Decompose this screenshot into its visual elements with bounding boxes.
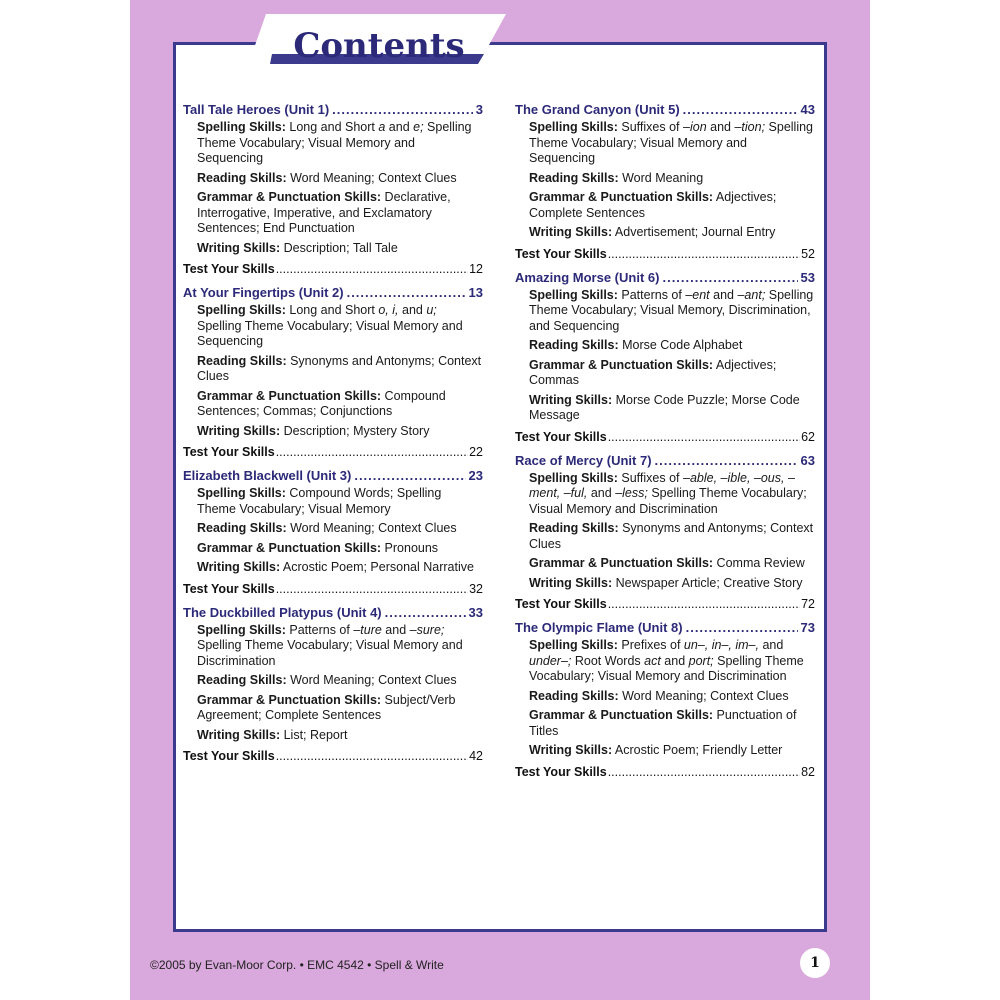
unit-page: 73 xyxy=(800,620,815,635)
contents-entry xyxy=(183,603,483,764)
contents-entry xyxy=(183,100,483,276)
contents-banner xyxy=(252,14,506,72)
copyright-footer: ©2005 by Evan-Moor Corp. • EMC 4542 • Spell & Write xyxy=(150,958,444,972)
unit-title[interactable] xyxy=(183,283,483,300)
skill-label: Writing Skills: xyxy=(529,575,613,590)
skill-text: Prefixes of un–, in–, im–, and under–; Root Words act and port; Spelling Theme Vocabulary; Visual Memory and Discrimination xyxy=(529,638,804,683)
unit-page: 13 xyxy=(468,285,483,300)
unit-name: The Duckbilled Platypus (Unit 4) xyxy=(183,604,382,620)
dot-leader xyxy=(347,285,466,300)
skill-label: Reading Skills: xyxy=(197,170,287,185)
test-label: Test Your Skills xyxy=(183,581,275,596)
skill-line xyxy=(197,424,483,440)
skill-label: Reading Skills: xyxy=(197,353,287,368)
unit-title[interactable] xyxy=(183,466,483,483)
contents-column-right xyxy=(515,100,815,786)
test-label: Test Your Skills xyxy=(515,597,607,611)
skill-text: Advertisement; Journal Entry xyxy=(612,225,776,239)
unit-name: Race of Mercy (Unit 7) xyxy=(515,452,652,468)
skill-label: Writing Skills: xyxy=(197,560,281,574)
dot-leader xyxy=(662,270,797,285)
test-page: 42 xyxy=(469,749,483,763)
skill-text: Acrostic Poem; Personal Narrative xyxy=(280,560,474,574)
skill-line xyxy=(197,354,483,385)
test-your-skills-entry[interactable] xyxy=(515,245,815,261)
contents-column-left xyxy=(183,100,483,770)
skill-text: Subject/Verb Agreement; Complete Sentences xyxy=(197,692,456,722)
unit-name: The Olympic Flame (Unit 8) xyxy=(515,620,683,635)
unit-page: 63 xyxy=(800,452,815,468)
skill-label: Writing Skills: xyxy=(529,392,613,407)
unit-page: 53 xyxy=(800,269,815,285)
test-label: Test Your Skills xyxy=(515,246,607,261)
unit-page: 23 xyxy=(468,468,483,483)
skill-label: Spelling Skills: xyxy=(529,287,618,302)
skill-line xyxy=(197,120,483,167)
unit-page: 3 xyxy=(475,102,483,117)
skill-label: Grammar & Punctuation Skills: xyxy=(197,388,382,403)
skill-label: Grammar & Punctuation Skills: xyxy=(529,357,714,372)
unit-title[interactable] xyxy=(515,451,815,468)
test-your-skills-entry[interactable] xyxy=(515,595,815,611)
test-your-skills-entry[interactable] xyxy=(183,747,483,763)
skill-label: Grammar & Punctuation Skills: xyxy=(197,540,382,555)
skill-label: Reading Skills: xyxy=(529,338,619,352)
skill-text: Word Meaning; Context Clues xyxy=(286,673,457,687)
unit-title[interactable] xyxy=(183,100,483,117)
unit-name: The Grand Canyon (Unit 5) xyxy=(515,102,680,117)
test-label: Test Your Skills xyxy=(183,445,275,459)
skill-line xyxy=(197,673,483,689)
skill-text: Punctuation of Titles xyxy=(529,708,797,738)
skill-text: Compound Words; Spelling Theme Vocabulary; Visual Memory xyxy=(197,486,442,516)
dot-leader xyxy=(276,262,468,276)
unit-name: Amazing Morse (Unit 6) xyxy=(515,269,660,285)
skill-line xyxy=(529,225,815,241)
unit-title[interactable] xyxy=(515,268,815,285)
skill-text: Synonyms and Antonyms; Context Clues xyxy=(197,353,482,383)
test-label: Test Your Skills xyxy=(515,429,607,444)
skill-text: Adjectives; Commas xyxy=(529,357,777,387)
skill-text: Pronouns xyxy=(381,540,439,555)
skill-text: Declarative, Interrogative, Imperative, and Exclamatory Sentences; End Punctuation xyxy=(197,190,451,235)
unit-name: Tall Tale Heroes (Unit 1) xyxy=(183,102,330,117)
skill-label: Grammar & Punctuation Skills: xyxy=(529,708,714,722)
skill-label: Reading Skills: xyxy=(529,688,619,703)
skill-text: Suffixes of –able, –ible, –ous, –ment, –ful, and –less; Spelling Theme Vocabulary; Visual Memory and Discrimination xyxy=(529,470,807,516)
dot-leader xyxy=(608,597,800,611)
skill-label: Spelling Skills: xyxy=(529,120,618,134)
dot-leader xyxy=(608,430,800,444)
skill-text: Synonyms and Antonyms; Context Clues xyxy=(529,521,814,551)
test-label: Test Your Skills xyxy=(183,262,275,276)
skill-line xyxy=(197,171,483,187)
skill-label: Grammar & Punctuation Skills: xyxy=(197,692,382,707)
unit-title[interactable] xyxy=(515,100,815,117)
test-your-skills-entry[interactable] xyxy=(515,428,815,444)
test-your-skills-entry[interactable] xyxy=(515,763,815,779)
skill-label: Spelling Skills: xyxy=(197,486,286,500)
skill-line xyxy=(529,521,815,552)
dot-leader xyxy=(276,582,468,596)
contents-entry xyxy=(515,100,815,261)
unit-name: Elizabeth Blackwell (Unit 3) xyxy=(183,468,352,483)
unit-page: 33 xyxy=(468,604,483,620)
skill-line xyxy=(197,190,483,237)
skill-text: Compound Sentences; Commas; Conjunctions xyxy=(197,388,446,418)
skill-text: Adjectives; Complete Sentences xyxy=(529,190,777,220)
skill-label: Spelling Skills: xyxy=(197,120,286,134)
skill-line xyxy=(197,486,483,517)
dot-leader xyxy=(683,102,798,117)
test-your-skills-entry[interactable] xyxy=(183,443,483,459)
skill-line xyxy=(197,241,483,257)
contents-entry xyxy=(183,283,483,459)
test-page: 82 xyxy=(801,764,815,779)
contents-entry xyxy=(515,268,815,444)
skill-text: Word Meaning; Context Clues xyxy=(286,521,457,535)
skill-line xyxy=(529,338,815,354)
skill-text: Word Meaning xyxy=(618,170,704,185)
skill-label: Reading Skills: xyxy=(529,170,619,185)
skill-line xyxy=(197,693,483,724)
test-label: Test Your Skills xyxy=(183,749,275,763)
skill-label: Spelling Skills: xyxy=(197,622,286,637)
test-page: 32 xyxy=(469,581,483,596)
dot-leader xyxy=(655,453,798,468)
skill-label: Spelling Skills: xyxy=(197,303,286,317)
page-number: 1 xyxy=(800,948,830,978)
unit-title[interactable] xyxy=(183,603,483,620)
skill-text: Comma Review xyxy=(713,556,805,570)
dot-leader xyxy=(686,620,798,635)
skill-line xyxy=(529,708,815,739)
skill-label: Reading Skills: xyxy=(529,521,619,535)
contents-entry xyxy=(515,618,815,779)
dot-leader xyxy=(332,102,473,117)
skill-text: List; Report xyxy=(280,727,348,742)
skill-line xyxy=(197,728,483,744)
skill-line xyxy=(197,560,483,576)
skill-line xyxy=(197,521,483,537)
skill-label: Writing Skills: xyxy=(529,743,613,757)
skill-text: Newspaper Article; Creative Story xyxy=(612,575,803,590)
skill-label: Reading Skills: xyxy=(197,521,287,535)
skill-line xyxy=(529,471,815,518)
dot-leader xyxy=(385,605,466,620)
skill-text: Long and Short o, i, and u; Spelling Theme Vocabulary; Visual Memory and Sequencing xyxy=(197,303,463,348)
unit-title[interactable] xyxy=(515,618,815,635)
skill-line xyxy=(529,288,815,335)
skill-label: Spelling Skills: xyxy=(529,470,618,485)
unit-page: 43 xyxy=(800,102,815,117)
skill-line xyxy=(197,541,483,557)
skill-label: Writing Skills: xyxy=(197,240,281,255)
dot-leader xyxy=(608,765,800,779)
skill-text: Description; Tall Tale xyxy=(280,240,398,255)
skill-line xyxy=(529,171,815,187)
skill-text: Long and Short a and e; Spelling Theme Vocabulary; Visual Memory and Sequencing xyxy=(197,120,472,165)
skill-line xyxy=(197,623,483,670)
skill-text: Word Meaning; Context Clues xyxy=(618,688,789,703)
contents-entry xyxy=(183,466,483,596)
skill-line xyxy=(197,303,483,350)
skill-text: Morse Code Puzzle; Morse Code Message xyxy=(529,392,800,422)
skill-line xyxy=(529,120,815,167)
skill-text: Acrostic Poem; Friendly Letter xyxy=(612,743,783,757)
dot-leader xyxy=(354,468,465,483)
skill-label: Spelling Skills: xyxy=(529,638,618,652)
test-label: Test Your Skills xyxy=(515,764,607,779)
test-your-skills-entry[interactable] xyxy=(183,580,483,596)
skill-line xyxy=(529,190,815,221)
skill-line xyxy=(529,393,815,424)
skill-text: Word Meaning; Context Clues xyxy=(286,170,457,185)
skill-label: Grammar & Punctuation Skills: xyxy=(529,556,714,570)
skill-label: Grammar & Punctuation Skills: xyxy=(197,190,382,204)
skill-text: Morse Code Alphabet xyxy=(618,338,743,352)
unit-name: At Your Fingertips (Unit 2) xyxy=(183,285,344,300)
test-page: 12 xyxy=(469,262,483,276)
skill-line xyxy=(529,638,815,685)
skill-line xyxy=(529,576,815,592)
page-title: Contents xyxy=(293,26,465,66)
skill-text: Description; Mystery Story xyxy=(280,423,430,438)
skill-text: Patterns of –ent and –ant; Spelling Theme Vocabulary; Visual Memory, Discrimination, and Sequencing xyxy=(529,287,814,333)
test-page: 72 xyxy=(801,597,815,611)
skill-line xyxy=(197,389,483,420)
contents-entry xyxy=(515,451,815,612)
skill-label: Grammar & Punctuation Skills: xyxy=(529,190,714,204)
skill-line xyxy=(529,689,815,705)
skill-line xyxy=(529,556,815,572)
skill-text: Patterns of –ture and –sure; Spelling Theme Vocabulary; Visual Memory and Discrimination xyxy=(197,622,463,668)
skill-line xyxy=(529,743,815,759)
test-page: 22 xyxy=(469,445,483,459)
skill-label: Writing Skills: xyxy=(197,727,281,742)
skill-label: Writing Skills: xyxy=(529,225,613,239)
skill-text: Suffixes of –ion and –tion; Spelling Theme Vocabulary; Visual Memory and Sequencing xyxy=(529,120,814,165)
dot-leader xyxy=(276,445,468,459)
skill-label: Writing Skills: xyxy=(197,423,281,438)
skill-line xyxy=(529,358,815,389)
dot-leader xyxy=(276,749,468,763)
test-your-skills-entry[interactable] xyxy=(183,260,483,276)
test-page: 62 xyxy=(801,429,815,444)
test-page: 52 xyxy=(801,246,815,261)
skill-label: Reading Skills: xyxy=(197,673,287,687)
dot-leader xyxy=(608,247,800,261)
